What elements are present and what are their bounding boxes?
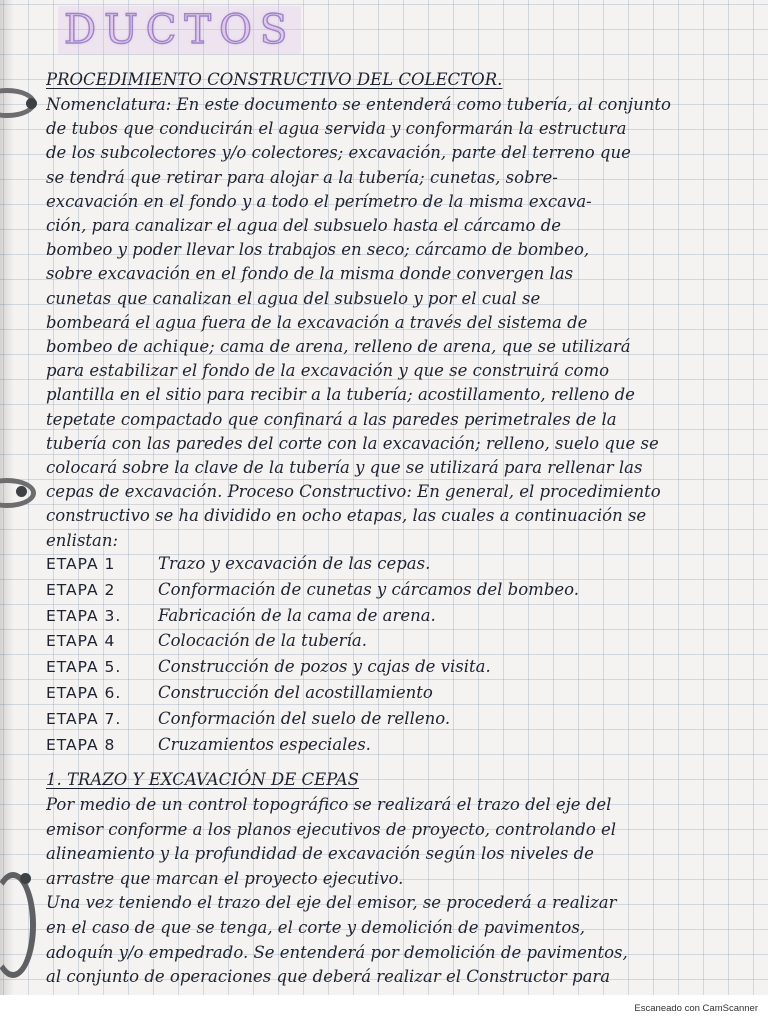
paragraph-line: Nomenclatura: En este documento se entenderá como tubería, al conjunto (46, 95, 671, 114)
paragraph-line: tubería con las paredes del corte con la excavación; relleno, suelo que se (46, 434, 659, 453)
stage-text: Fabricación de la cama de arena. (158, 606, 436, 625)
paragraph-line: emisor conforme a los planos ejecutivos de proyecto, controlando el (46, 820, 617, 839)
paragraph-line: tepetate compactado que confinará a las paredes perimetrales de la (46, 410, 617, 429)
binder-ring-bottom (0, 872, 36, 978)
stage-label: ETAPA 2 (46, 581, 116, 599)
paragraph-line: cepas de excavación. Proceso Constructivo: En general, el procedimiento (46, 482, 661, 501)
punch-hole-top (26, 98, 37, 109)
paragraph-line: Por medio de un control topográfico se realizará el trazo del eje del (46, 795, 612, 814)
stage-text: Construcción del acostillamiento (158, 683, 433, 702)
paragraph-line: al conjunto de operaciones que deberá realizar el Constructor para (46, 967, 611, 986)
stage-text: Construcción de pozos y cajas de visita. (158, 657, 491, 676)
paragraph-line: de tubos que conducirán el agua servida y conformarán la estructura (46, 119, 627, 138)
stage-item (46, 681, 746, 705)
stage-item (46, 604, 746, 628)
stage-label: ETAPA 3. (46, 607, 122, 625)
section-heading: 1. TRAZO Y EXCAVACIÓN DE CEPAS (46, 770, 359, 789)
stage-label: ETAPA 7. (46, 710, 122, 728)
paragraph-line: ción, para canalizar el agua del subsuelo hasta el cárcamo de (46, 216, 562, 235)
paragraph-line: colocará sobre la clave de la tubería y que se utilizará para rellenar las (46, 458, 643, 477)
stage-item (46, 629, 746, 653)
stage-text: Conformación de cunetas y cárcamos del bombeo. (158, 580, 580, 599)
punch-hole-bottom (20, 873, 31, 884)
paragraph-line: alineamiento y la profundidad de excavación según los niveles de (46, 844, 594, 863)
stage-text: Conformación del suelo de relleno. (158, 709, 451, 728)
paragraph-line: bombeo de achique; cama de arena, relleno de arena, que se utilizará (46, 337, 631, 356)
stage-item (46, 552, 746, 576)
paragraph-line: arrastre que marcan el proyecto ejecutivo. (46, 869, 404, 888)
stage-item (46, 707, 746, 731)
punch-hole-middle (16, 486, 27, 497)
paragraph-line: Una vez teniendo el trazo del eje del emisor, se procederá a realizar (46, 893, 617, 912)
stage-label: ETAPA 1 (46, 555, 116, 573)
paragraph-line: sobre excavación en el fondo de la misma donde convergen las (46, 264, 574, 283)
paragraph-line: adoquín y/o empedrado. Se entenderá por demolición de pavimentos, (46, 943, 628, 962)
stage-text: Colocación de la tubería. (158, 631, 367, 650)
stage-label: ETAPA 6. (46, 684, 122, 702)
stage-label: ETAPA 4 (46, 632, 116, 650)
paragraph-line: enlistan: (46, 531, 119, 550)
scanner-footer (0, 995, 768, 1024)
stage-label: ETAPA 5. (46, 658, 122, 676)
stage-item (46, 578, 746, 602)
scanner-credit: Escaneado con CamScanner (634, 1003, 758, 1014)
stage-label: ETAPA 8 (46, 736, 116, 754)
paragraph-line: bombeará el agua fuera de la excavación a través del sistema de (46, 313, 588, 332)
paragraph-line: excavación en el fondo y a todo el perímetro de la misma excava- (46, 192, 592, 211)
paragraph-line: de los subcolectores y/o colectores; excavación, parte del terreno que (46, 143, 631, 162)
paragraph-line: cunetas que canalizan el agua del subsuelo y por el cual se (46, 289, 541, 308)
paragraph-line: en el caso de que se tenga, el corte y demolición de pavimentos, (46, 918, 586, 937)
stage-text: Cruzamientos especiales. (158, 735, 371, 754)
stage-text: Trazo y excavación de las cepas. (158, 554, 431, 573)
paragraph-line: plantilla en el sitio para recibir a la tubería; acostillamento, relleno de (46, 385, 635, 404)
stage-item (46, 655, 746, 679)
page-title-highlighted: DUCTOS (58, 6, 301, 54)
stage-item (46, 733, 746, 757)
paragraph-line: se tendrá que retirar para alojar a la tubería; cunetas, sobre- (46, 168, 558, 187)
paragraph-line: para estabilizar el fondo de la excavación y que se construirá como (46, 361, 610, 380)
paragraph-line: bombeo y poder llevar los trabajos en seco; cárcamo de bombeo, (46, 240, 590, 259)
document-heading: PROCEDIMIENTO CONSTRUCTIVO DEL COLECTOR. (46, 70, 503, 89)
paragraph-line: constructivo se ha dividido en ocho etapas, las cuales a continuación se (46, 506, 647, 525)
